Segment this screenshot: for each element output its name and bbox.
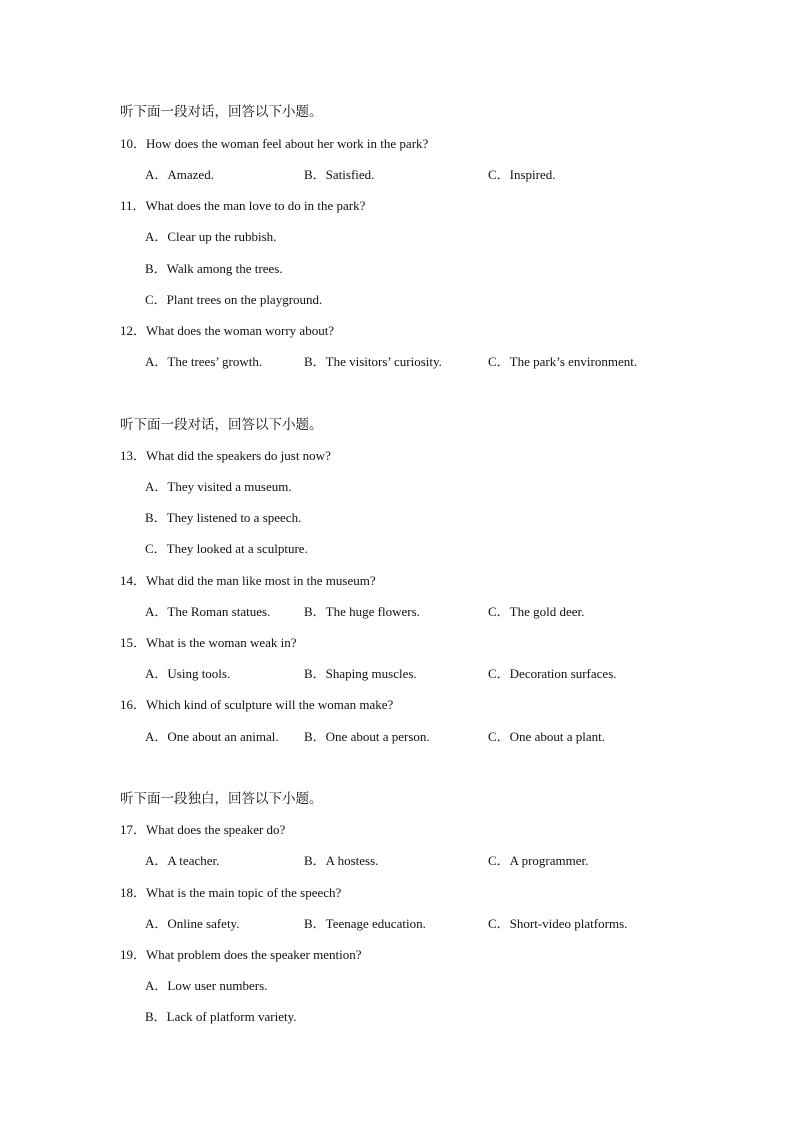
- option-c: C．One about a plant.: [488, 729, 605, 744]
- option-c: C．They looked at a sculpture.: [145, 541, 308, 556]
- question-19: 19．What problem does the speaker mention?: [120, 947, 362, 962]
- option-b: B．A hostess.: [304, 853, 379, 868]
- question-15: 15．What is the woman weak in?: [120, 635, 297, 650]
- question-13: 13．What did the speakers do just now?: [120, 448, 331, 463]
- section-title: 听下面一段对话，回答以下小题。: [120, 104, 323, 119]
- question-17: 17．What does the speaker do?: [120, 822, 286, 837]
- option-a: A．The trees’ growth.: [145, 354, 263, 369]
- option-b: B．Lack of platform variety.: [145, 1009, 297, 1024]
- option-c: C．The park’s environment.: [488, 354, 638, 369]
- option-c: C．Short-video platforms.: [488, 916, 628, 931]
- option-b: B．They listened to a speech.: [145, 510, 302, 525]
- section-title: 听下面一段独白，回答以下小题。: [120, 791, 323, 806]
- option-b: B．Teenage education.: [304, 916, 426, 931]
- question-16: 16．Which kind of sculpture will the woman make?: [120, 697, 394, 712]
- option-c: C．Plant trees on the playground.: [145, 292, 323, 307]
- option-c: C．Inspired.: [488, 167, 556, 182]
- option-a: A．Using tools.: [145, 666, 231, 681]
- question-18: 18．What is the main topic of the speech?: [120, 885, 342, 900]
- option-b: B．Shaping muscles.: [304, 666, 417, 681]
- option-b: B．Satisfied.: [304, 167, 375, 182]
- question-12: 12．What does the woman worry about?: [120, 323, 335, 338]
- option-a: A．They visited a museum.: [145, 479, 292, 494]
- option-c: C．Decoration surfaces.: [488, 666, 617, 681]
- option-c: C．The gold deer.: [488, 604, 585, 619]
- option-b: B．Walk among the trees.: [145, 261, 283, 276]
- option-b: B．The visitors’ curiosity.: [304, 354, 442, 369]
- question-14: 14．What did the man like most in the museum?: [120, 573, 376, 588]
- question-10: 10．How does the woman feel about her work in the park?: [120, 136, 429, 151]
- option-a: A．One about an animal.: [145, 729, 279, 744]
- option-a: A．A teacher.: [145, 853, 220, 868]
- option-a: A．Low user numbers.: [145, 978, 268, 993]
- option-b: B．The huge flowers.: [304, 604, 420, 619]
- section-title: 听下面一段对话，回答以下小题。: [120, 417, 323, 432]
- question-11: 11．What does the man love to do in the park?: [120, 198, 366, 213]
- option-a: A．Amazed.: [145, 167, 214, 182]
- option-a: A．The Roman statues.: [145, 604, 271, 619]
- option-b: B．One about a person.: [304, 729, 430, 744]
- option-a: A．Online safety.: [145, 916, 240, 931]
- option-a: A．Clear up the rubbish.: [145, 229, 277, 244]
- option-c: C．A programmer.: [488, 853, 589, 868]
